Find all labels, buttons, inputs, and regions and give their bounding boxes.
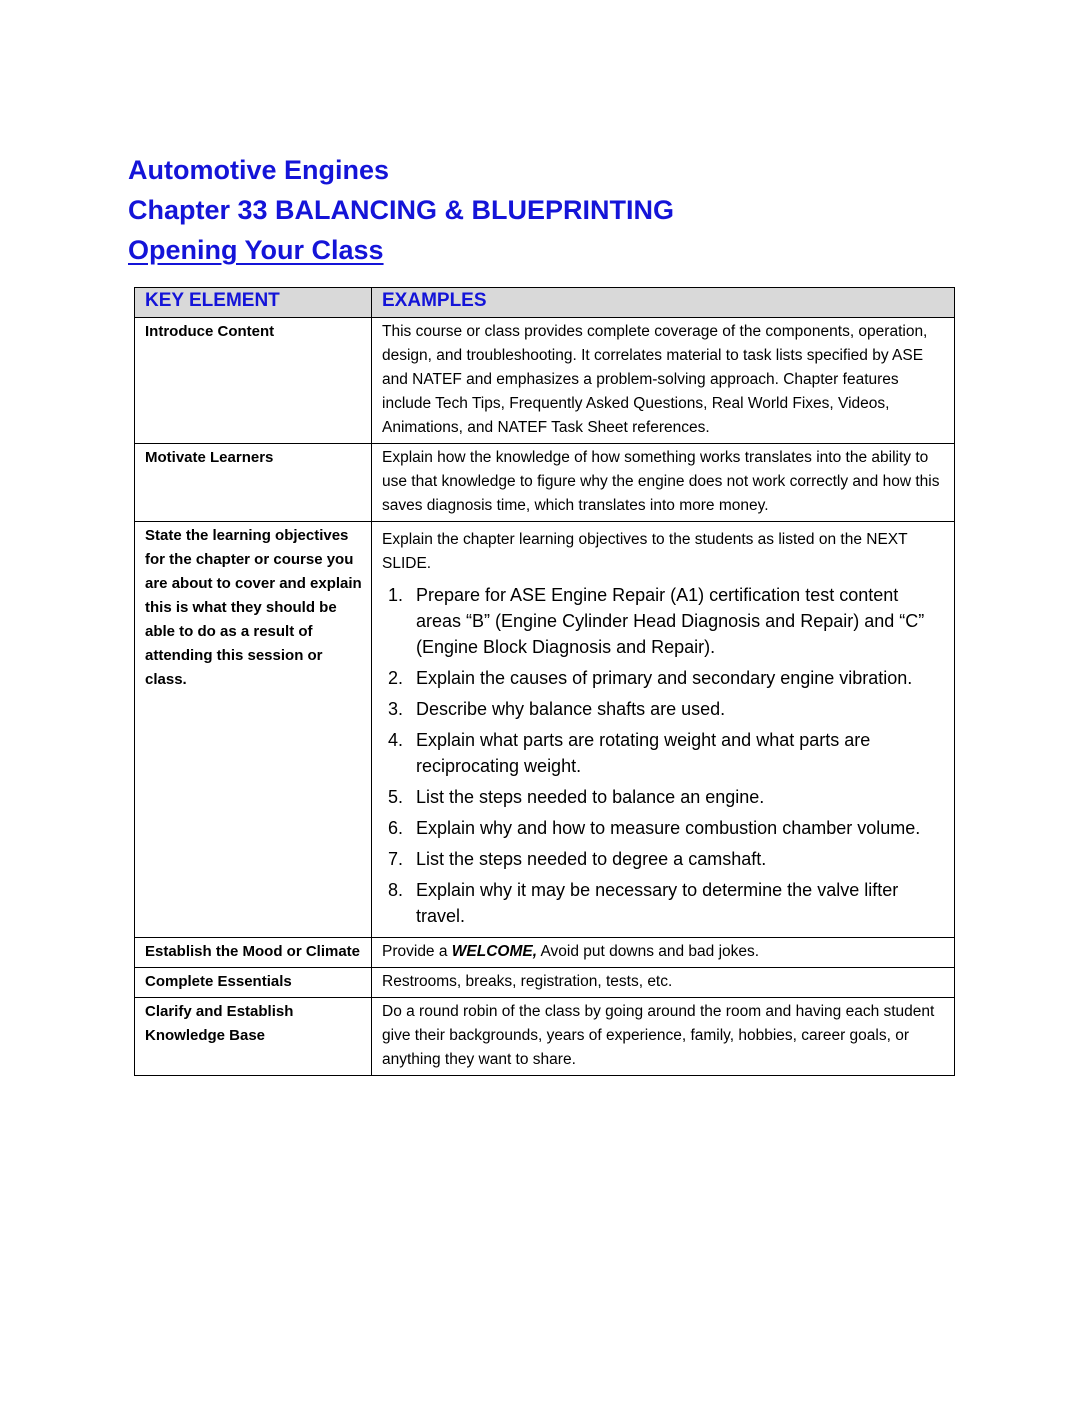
list-item: 4. Explain what parts are rotating weight and what parts are reciprocating weight.	[408, 727, 945, 779]
objectives-intro: Explain the chapter learning objectives to the students as listed on the NEXT SLIDE.	[382, 531, 908, 572]
table-row	[135, 968, 955, 998]
key-element-cell: Complete Essentials	[135, 968, 372, 998]
objectives-list	[382, 582, 945, 929]
chapter-title: Chapter 33 BALANCING & BLUEPRINTING	[128, 195, 675, 225]
examples-header: EXAMPLES	[372, 288, 955, 318]
welcome-emphasis: WELCOME,	[451, 943, 538, 960]
section-title: Opening Your Class	[128, 235, 384, 265]
list-item: 7. List the steps needed to degree a camshaft.	[408, 846, 945, 872]
table-row	[135, 938, 955, 968]
examples-cell	[372, 938, 955, 968]
table-header-row	[135, 288, 955, 318]
list-item: 5. List the steps needed to balance an engine.	[408, 784, 945, 810]
list-item: 2. Explain the causes of primary and secondary engine vibration.	[408, 665, 945, 691]
examples-cell: Do a round robin of the class by going around the room and having each student give their backgrounds, years of experience, family, hobbies, career goals, or anything they want to share.	[372, 998, 955, 1076]
examples-cell: This course or class provides complete coverage of the components, operation, design, and troubleshooting. It correlates material to task lists specified by ASE and NATEF and emphasizes a problem-solving approach. Chapter features include Tech Tips, Frequently Asked Questions, Real World Fixes, Videos, Animations, and NATEF Task Sheet references.	[372, 318, 955, 444]
table-row	[135, 444, 955, 522]
page-heading	[128, 150, 674, 270]
table-row	[135, 998, 955, 1076]
examples-cell: Restrooms, breaks, registration, tests, etc.	[372, 968, 955, 998]
key-element-cell: Clarify and Establish Knowledge Base	[135, 998, 372, 1076]
list-item: 8. Explain why it may be necessary to determine the valve lifter travel.	[408, 877, 945, 929]
table-row	[135, 318, 955, 444]
examples-cell: Explain how the knowledge of how something works translates into the ability to use that knowledge to figure why the engine does not work correctly and how this saves diagnosis time, which translates into more money.	[372, 444, 955, 522]
list-item: 6. Explain why and how to measure combustion chamber volume.	[408, 815, 945, 841]
list-item: 1. Prepare for ASE Engine Repair (A1) certification test content areas “B” (Engine Cylinder Head Diagnosis and Repair) and “C” (Engine Block Diagnosis and Repair).	[408, 582, 945, 660]
opening-class-table	[134, 287, 955, 1076]
mood-text-after: Avoid put downs and bad jokes.	[537, 943, 760, 960]
list-item: 3. Describe why balance shafts are used.	[408, 696, 945, 722]
key-element-cell: Introduce Content	[135, 318, 372, 444]
examples-cell	[372, 522, 955, 938]
table-row	[135, 522, 955, 938]
key-element-cell: Establish the Mood or Climate	[135, 938, 372, 968]
key-element-header: KEY ELEMENT	[135, 288, 372, 318]
course-title: Automotive Engines	[128, 155, 390, 185]
key-element-cell: State the learning objectives for the chapter or course you are about to cover and explain this is what they should be able to do as a result of attending this session or class.	[135, 522, 372, 938]
key-element-cell: Motivate Learners	[135, 444, 372, 522]
mood-text-before: Provide a	[382, 943, 452, 960]
